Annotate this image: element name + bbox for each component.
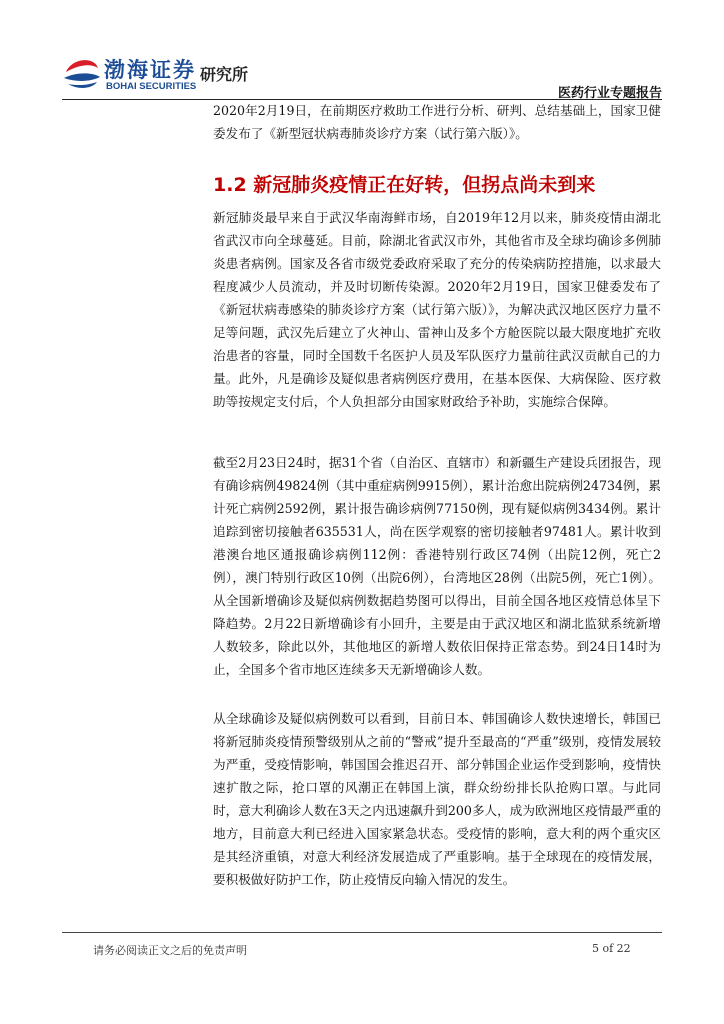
logo-english-name: BOHAI SECURITIES [106,81,197,92]
logo-chinese-name: 渤海证券 [104,58,196,82]
section-heading: 1.2 新冠肺炎疫情正在好转，但拐点尚未到来 [213,174,596,196]
body-paragraph-3: 从全球确诊及疑似病例数可以看到，目前日本、韩国确诊人数快速增长，韩国已将新冠肺炎疫情预警级别从之前的“警戒”提升至最高的“严重”级别，疫情发展较为严重，受疫情影响，韩国国会推迟召开、部分韩国企业运作受到影响，疫情快速扩散之际，抢口罩的风潮正在韩国上演，群众纷纷排长队抢购口罩。与此同时，意大利确诊人数在3天之内迅速飙升到200多人，成为欧洲地区疫情最严重的地方，目前意大利已经进入国家紧急状态。受疫情的影响，意大利的两个重灾区是其经济重镇，对意大利经济发展造成了严重影响。基于全球现在的疫情发展，要积极做好防护工作，防止疫情反向输入情况的发生。 [213,711,661,887]
footer-divider [62,932,662,933]
page-number: 5 of 22 [592,942,631,955]
footer-disclaimer: 请务必阅读正文之后的免责声明 [93,944,247,957]
page-header [62,50,662,102]
report-type-label: 医药行业专题报告 [557,86,662,101]
intro-paragraph: 2020年2月19日，在前期医疗救助工作进行分析、研判、总结基础上，国家卫健委发布了《新型冠状病毒肺炎诊疗方案（试行第六版）》。 [213,103,661,141]
body-paragraph-1: 新冠肺炎最早来自于武汉华南海鲜市场，自2019年12月以来，肺炎疫情由湖北省武汉市向全球蔓延。目前，除湖北省武汉市外，其他省市及全球均确诊多例肺炎患者病例。国家及各省市级党委政府采取了充分的传染病防控措施，以求最大程度减少人员流动，并及时切断传染源。2020年2月19日，国家卫健委发布了《新冠状病毒感染的肺炎诊疗方案（试行第六版）》，为解决武汉地区医疗力量不足等问题，武汉先后建立了火神山、雷神山及多个方舱医院以最大限度地扩充收治患者的容量，同时全国数千名医护人员及军队医疗力量前往武汉贡献自己的力量。此外，凡是确诊及疑似患者病例医疗费用，在基本医保、大病保险、医疗救助等按规定支付后，个人负担部分由国家财政给予补助，实施综合保障。 [213,210,661,409]
logo-institute-label: 研究所 [200,65,249,84]
bohai-logo-icon [62,54,102,94]
body-paragraph-2: 截至2月23日24时，据31个省（自治区、直辖市）和新疆生产建设兵团报告，现有确诊病例49824例（其中重症病例9915例），累计治愈出院病例24734例，累计死亡病例2592例，累计报告确诊病例77150例，现有疑似病例3434例。累计追踪到密切接触者635531人，尚在医学观察的密切接触者97481人。累计收到港澳台地区通报确诊病例112例：香港特别行政区74例（出院12例，死亡2例），澳门特别行政区10例（出院6例），台湾地区28例（出院5例，死亡1例）。从全国新增确诊及疑似病例数据趋势图可以得出，目前全国各地区疫情总体呈下降趋势。2月22日新增确诊有小回升，主要是由于武汉地区和湖北监狱系统新增人数较多，除此以外，其他地区的新增人数依旧保持正常态势。到24日14时为止，全国多个省市地区连续多天无新增确诊人数。 [213,455,661,677]
